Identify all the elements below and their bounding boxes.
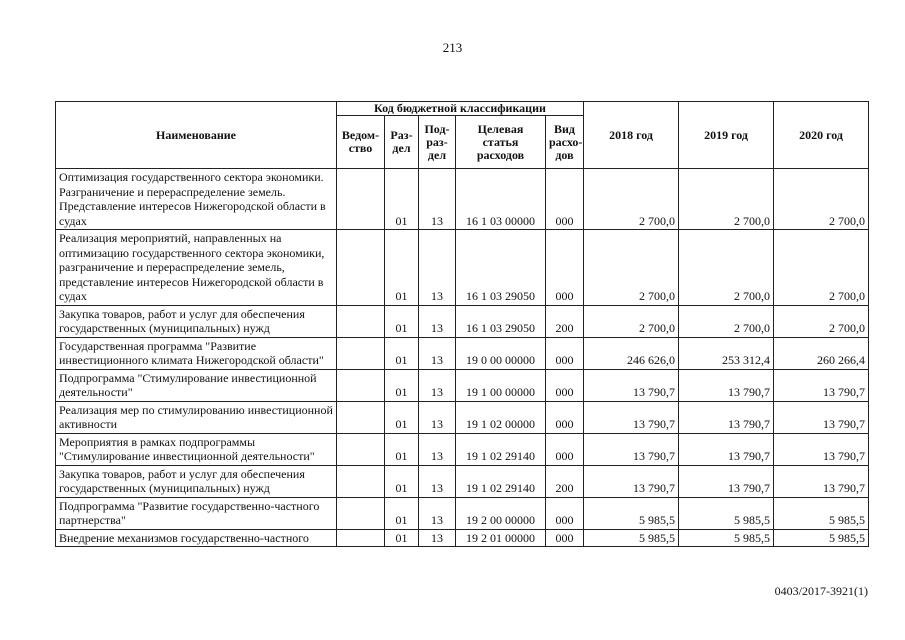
table-cell-2020: 5 985,5 [774,529,869,547]
table-cell-2020: 13 790,7 [774,401,869,433]
table-cell-2019: 5 985,5 [679,497,774,529]
table-cell-2020: 13 790,7 [774,433,869,465]
table-cell-vid: 000 [546,169,584,230]
header-vid: Вид расхо-дов [546,116,584,169]
table-cell-2018: 2 700,0 [584,230,679,306]
header-code-group: Код бюджетной классификации [337,102,584,116]
header-2018: 2018 год [584,102,679,169]
table-cell-name: Мероприятия в рамках подпрограммы "Стимулирование инвестиционной деятельности" [56,433,337,465]
table-cell-vedomstvo [337,230,385,306]
table-cell-vid: 000 [546,401,584,433]
table-cell-vedomstvo [337,337,385,369]
table-cell-name: Реализация мероприятий, направленных на оптимизацию государственного сектора экономики, разграничение и перераспределение земель, представление интересов Нижегородской области в судах [56,230,337,306]
table-cell-razdel: 01 [385,169,419,230]
header-vedomstvo: Ведом-ство [337,116,385,169]
table-cell-2019: 13 790,7 [679,369,774,401]
table-cell-podrazdel: 13 [419,305,456,337]
table-cell-2019: 2 700,0 [679,305,774,337]
table-cell-vedomstvo [337,305,385,337]
table-cell-2020: 2 700,0 [774,169,869,230]
table-cell-razdel: 01 [385,433,419,465]
table-row [56,369,869,401]
table-cell-target: 19 2 00 00000 [456,497,546,529]
table-cell-vedomstvo [337,369,385,401]
table-cell-podrazdel: 13 [419,433,456,465]
table-row [56,529,869,547]
table-row [56,497,869,529]
table-cell-target: 19 0 00 00000 [456,337,546,369]
table-cell-vedomstvo [337,497,385,529]
budget-table [55,101,869,547]
table-cell-name: Закупка товаров, работ и услуг для обеспечения государственных (муниципальных) нужд [56,465,337,497]
table-cell-podrazdel: 13 [419,497,456,529]
header-podrazdel: Под-раз-дел [419,116,456,169]
table-cell-vid: 000 [546,529,584,547]
table-cell-2019: 253 312,4 [679,337,774,369]
table-cell-podrazdel: 13 [419,401,456,433]
table-cell-podrazdel: 13 [419,230,456,306]
table-cell-target: 19 1 00 00000 [456,369,546,401]
table-row [56,230,869,306]
table-cell-2018: 2 700,0 [584,305,679,337]
table-cell-name: Подпрограмма "Стимулирование инвестиционной деятельности" [56,369,337,401]
table-cell-vedomstvo [337,169,385,230]
table-cell-2019: 13 790,7 [679,465,774,497]
table-cell-podrazdel: 13 [419,369,456,401]
table-cell-target: 19 1 02 29140 [456,433,546,465]
table-cell-vid: 000 [546,337,584,369]
table-cell-razdel: 01 [385,497,419,529]
table-cell-name: Закупка товаров, работ и услуг для обеспечения государственных (муниципальных) нужд [56,305,337,337]
table-row [56,169,869,230]
table-cell-vid: 000 [546,369,584,401]
table-cell-vid: 200 [546,465,584,497]
table-cell-podrazdel: 13 [419,337,456,369]
table-cell-vedomstvo [337,433,385,465]
table-cell-2018: 13 790,7 [584,369,679,401]
table-cell-podrazdel: 13 [419,465,456,497]
table-cell-vedomstvo [337,465,385,497]
table-cell-name: Оптимизация государственного сектора экономики. Разграничение и перераспределение земель. Представление интересов Нижегородской области в судах [56,169,337,230]
table-row [56,305,869,337]
table-cell-2020: 13 790,7 [774,369,869,401]
table-cell-target: 16 1 03 29050 [456,305,546,337]
table-cell-2019: 2 700,0 [679,169,774,230]
table-cell-razdel: 01 [385,337,419,369]
table-cell-vid: 000 [546,230,584,306]
table-cell-2019: 13 790,7 [679,433,774,465]
table-cell-razdel: 01 [385,465,419,497]
table-cell-target: 16 1 03 00000 [456,169,546,230]
table-cell-razdel: 01 [385,305,419,337]
table-cell-2019: 13 790,7 [679,401,774,433]
table-row [56,433,869,465]
table-cell-vid: 200 [546,305,584,337]
table-cell-target: 19 2 01 00000 [456,529,546,547]
table-cell-2019: 5 985,5 [679,529,774,547]
table-body [56,169,869,547]
table-cell-vedomstvo [337,401,385,433]
table-cell-vid: 000 [546,497,584,529]
header-razdel: Раз-дел [385,116,419,169]
table-cell-vedomstvo [337,529,385,547]
table-cell-2019: 2 700,0 [679,230,774,306]
table-cell-razdel: 01 [385,369,419,401]
header-target: Целевая статья расходов [456,116,546,169]
table-cell-2018: 5 985,5 [584,529,679,547]
table-cell-vid: 000 [546,433,584,465]
table-cell-target: 16 1 03 29050 [456,230,546,306]
table-cell-name: Реализация мер по стимулированию инвестиционной активности [56,401,337,433]
table-cell-name: Внедрение механизмов государственно-частного [56,529,337,547]
table-cell-podrazdel: 13 [419,169,456,230]
table-cell-razdel: 01 [385,230,419,306]
table-cell-2018: 5 985,5 [584,497,679,529]
table-cell-2020: 13 790,7 [774,465,869,497]
table-cell-target: 19 1 02 29140 [456,465,546,497]
table-cell-target: 19 1 02 00000 [456,401,546,433]
table-cell-name: Подпрограмма "Развитие государственно-частного партнерства" [56,497,337,529]
table-row [56,401,869,433]
table-cell-podrazdel: 13 [419,529,456,547]
table-cell-2018: 13 790,7 [584,401,679,433]
table-cell-2018: 13 790,7 [584,433,679,465]
table-cell-2018: 2 700,0 [584,169,679,230]
table-cell-2018: 246 626,0 [584,337,679,369]
table-row [56,465,869,497]
table-row [56,337,869,369]
table-cell-2020: 2 700,0 [774,305,869,337]
table-cell-2018: 13 790,7 [584,465,679,497]
header-name: Наименование [56,102,337,169]
table-cell-2020: 260 266,4 [774,337,869,369]
page-number: 213 [442,40,463,55]
table-cell-razdel: 01 [385,401,419,433]
table-cell-razdel: 01 [385,529,419,547]
document-code: 0403/2017-3921(1) [774,584,868,598]
header-2020: 2020 год [774,102,869,169]
table-cell-2020: 2 700,0 [774,230,869,306]
table-cell-2020: 5 985,5 [774,497,869,529]
table-cell-name: Государственная программа "Развитие инвестиционного климата Нижегородской области" [56,337,337,369]
header-2019: 2019 год [679,102,774,169]
